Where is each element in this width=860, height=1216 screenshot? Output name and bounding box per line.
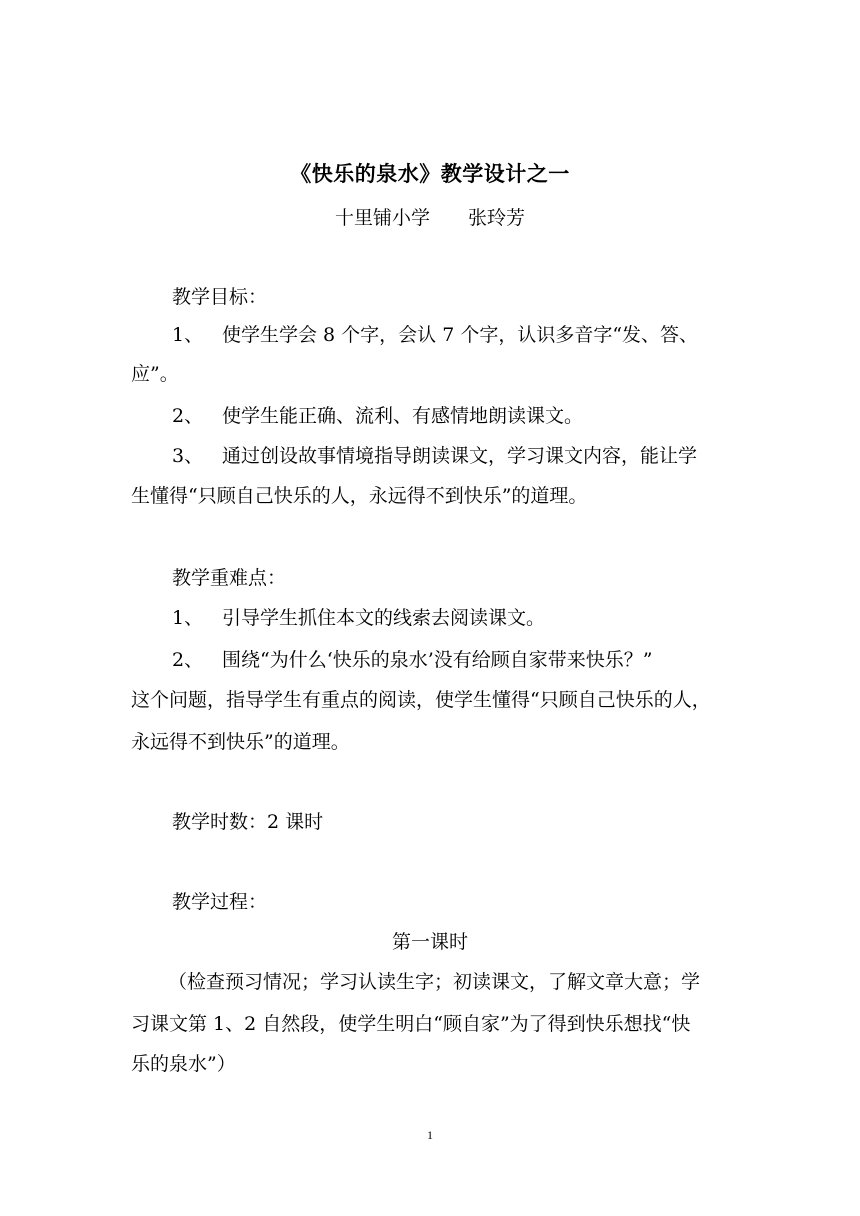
keypoint-text: 引导学生抓住本文的线索去阅读课文。: [222, 607, 546, 629]
keypoint-item-2: [172, 646, 860, 674]
objective-text: 使学生能正确、流利、有感情地朗读课文。: [222, 405, 584, 427]
keypoint-item-2-cont2: 永远得不到快乐”的道理。: [131, 731, 350, 753]
objectives-heading: 教学目标：: [172, 286, 268, 308]
keypoint-item-1: [172, 604, 860, 632]
keypoint-text: 围绕“为什么‘快乐的泉水’没有给顾自家带来快乐？”: [222, 649, 653, 671]
document-title: 《快乐的泉水》教学设计之一: [290, 162, 570, 186]
keypoint-number: 1、: [172, 607, 204, 629]
objective-item-1-cont: 应”。: [131, 363, 179, 385]
process-paragraph-line-3: 乐的泉水”）: [131, 1053, 236, 1075]
objective-text: 通过创设故事情境指导朗读课文，学习课文内容，能让学: [222, 445, 698, 467]
page-number: 1: [427, 1128, 433, 1142]
objective-number: 1、: [172, 324, 204, 346]
objective-text: 使学生学会 8 个字，会认 7 个字，认识多音字“发、答、: [222, 324, 699, 346]
objective-item-2: [172, 402, 860, 430]
process-paragraph-line-2: 习课文第 1、2 自然段，使学生明白“顾自家”为了得到快乐想找“快: [131, 1013, 691, 1035]
objective-item-3: [172, 442, 860, 470]
objective-item-1: [172, 321, 860, 349]
process-heading: 教学过程：: [172, 891, 268, 913]
teaching-hours: 教学时数：2 课时: [172, 811, 324, 833]
objective-item-3-cont: 生懂得“只顾自己快乐的人，永远得不到快乐”的道理。: [131, 485, 588, 507]
lesson-title: 第一课时: [391, 931, 468, 953]
process-paragraph-line-1: （检查预习情况；学习认读生字；初读课文，了解文章大意；学: [168, 971, 701, 993]
objective-number: 3、: [172, 445, 204, 467]
keypoints-heading: 教学重难点：: [172, 567, 287, 589]
keypoint-number: 2、: [172, 649, 204, 671]
author-line: 十里铺小学 张玲芳: [334, 207, 525, 229]
objective-number: 2、: [172, 405, 204, 427]
keypoint-item-2-cont: 这个问题，指导学生有重点的阅读，使学生懂得“只顾自己快乐的人，: [131, 689, 711, 711]
